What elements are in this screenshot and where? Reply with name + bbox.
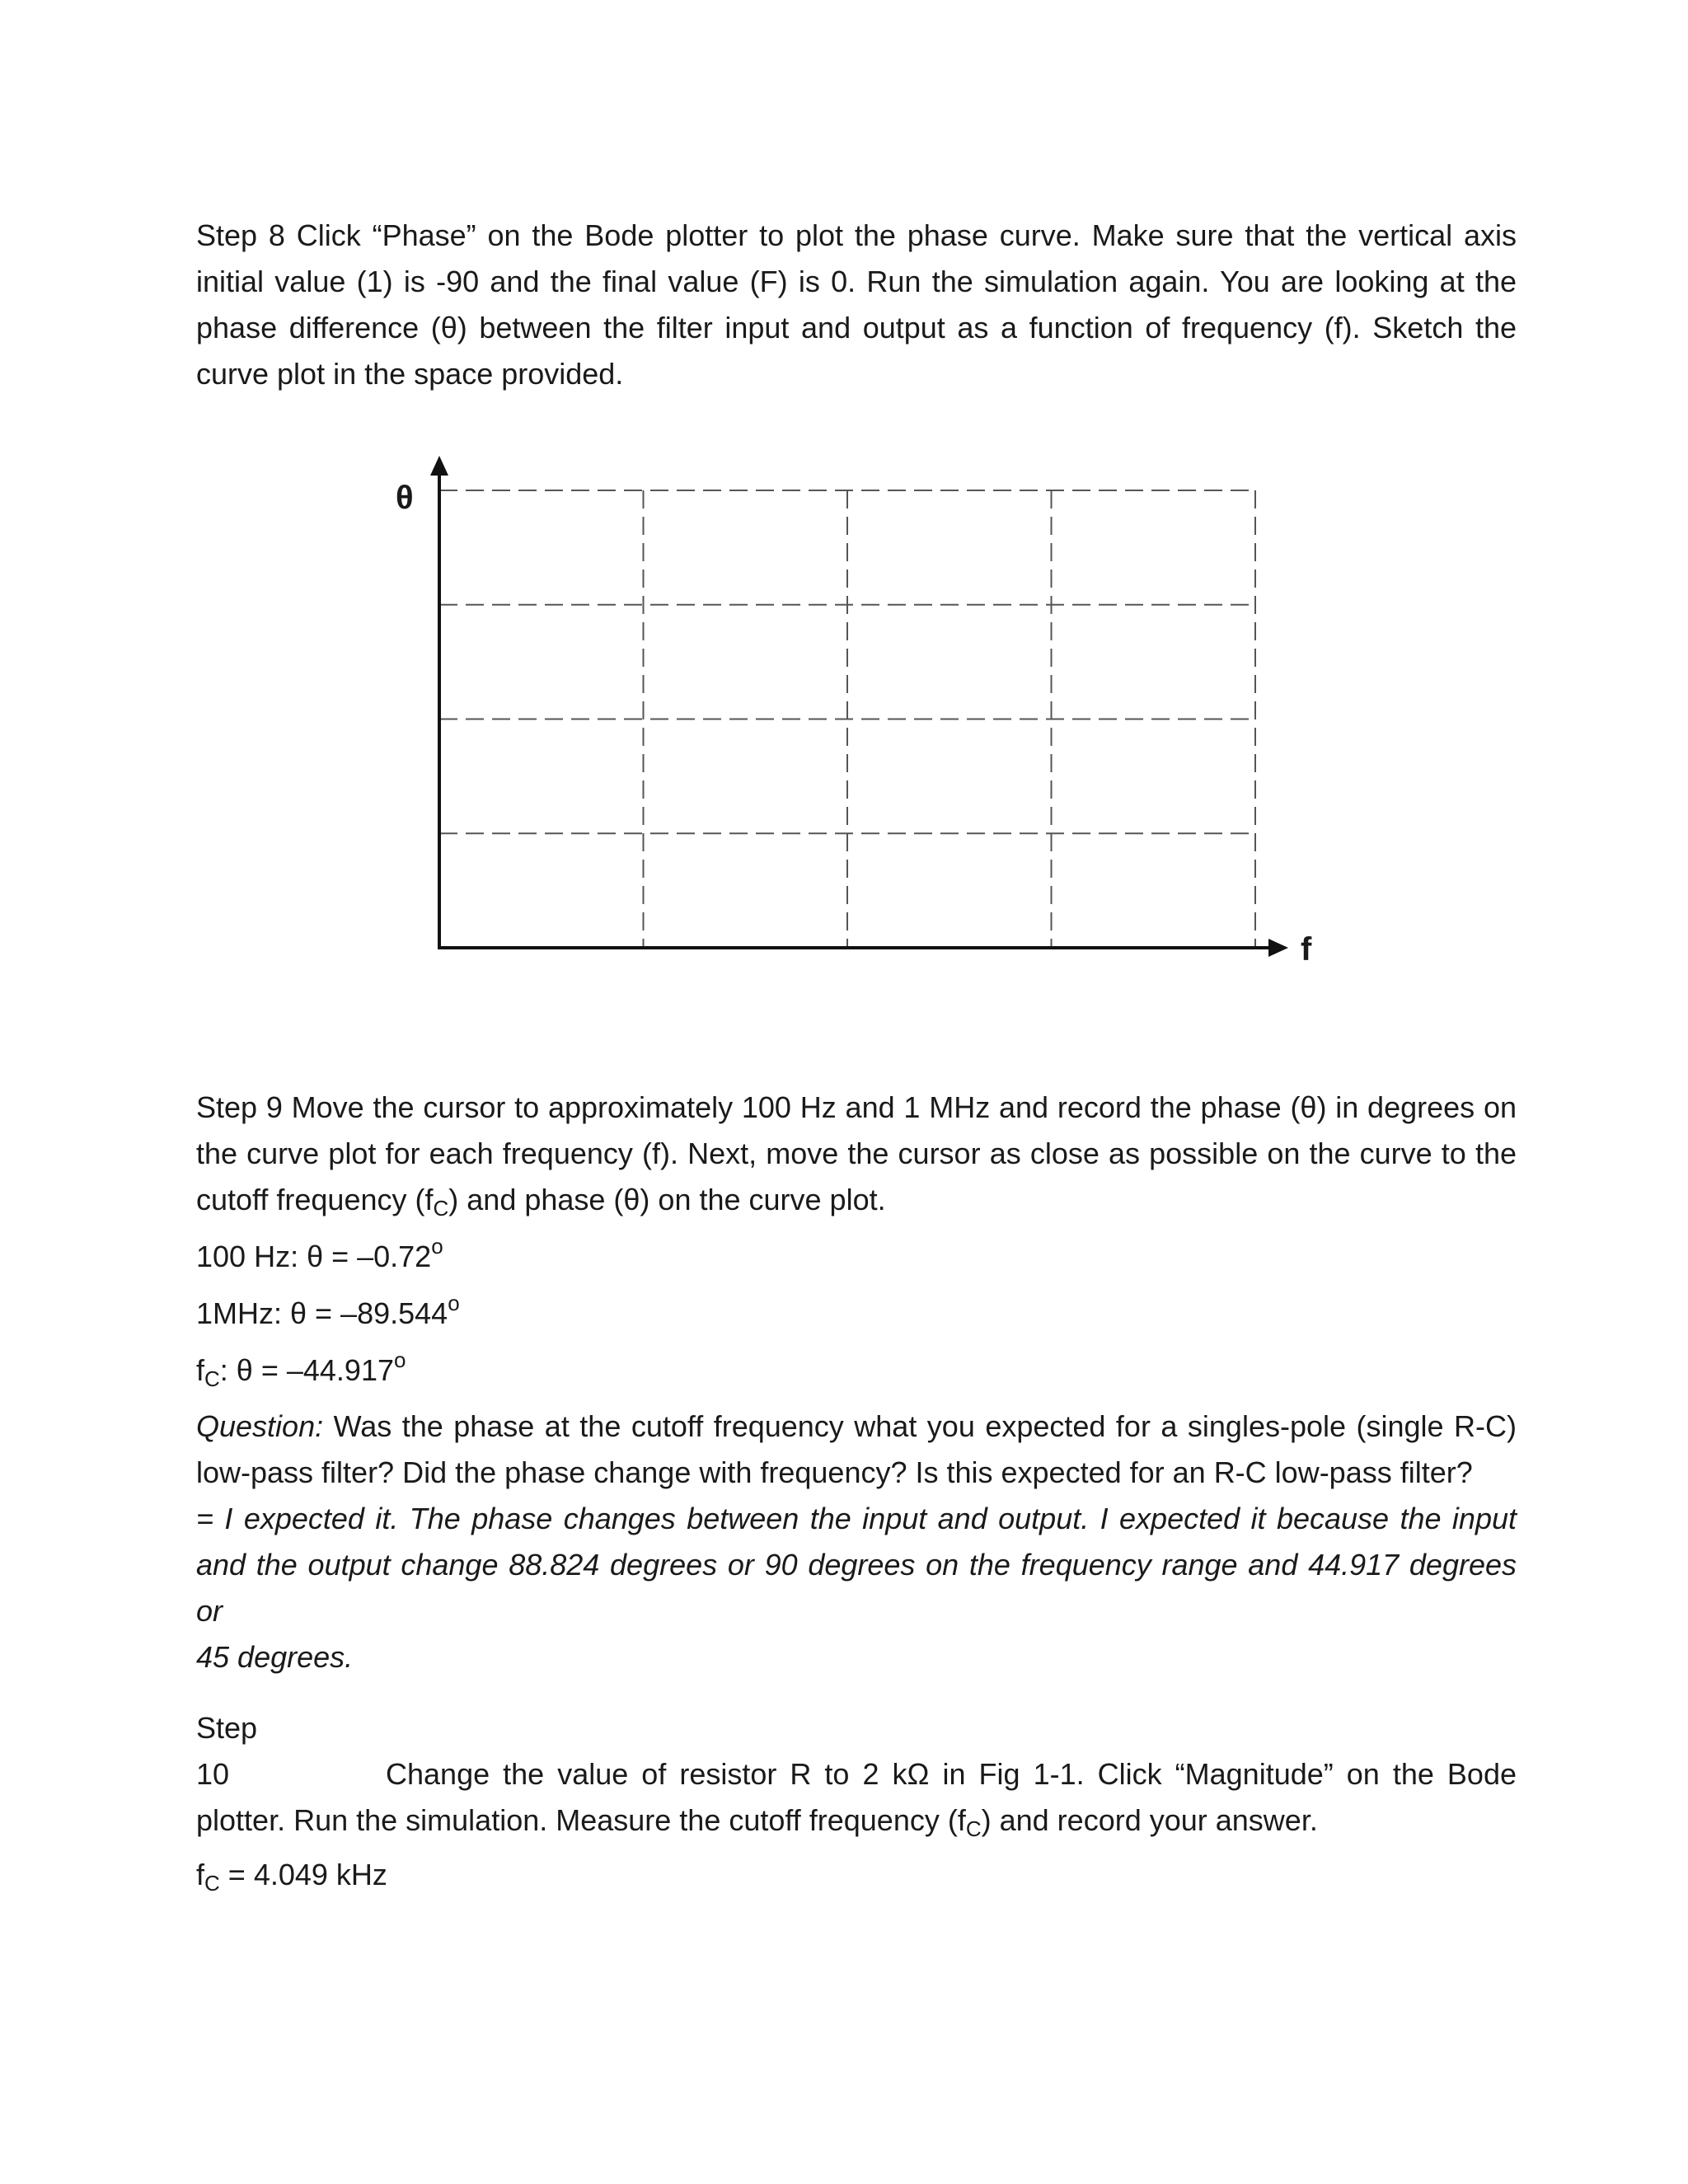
- answer-1mhz-text: 1MHz: θ = –89.544: [196, 1296, 448, 1330]
- step-10-line-2-pre: plotter. Run the simulation. Measure the cutoff frequency (f: [196, 1803, 966, 1837]
- step-10-result-subscript: C: [204, 1871, 220, 1896]
- answer-fc-subscript: C: [204, 1366, 220, 1391]
- step-10-result: [196, 1852, 1517, 1906]
- answer-100hz-text: 100 Hz: θ = –0.72: [196, 1240, 432, 1273]
- step-9-line-2: the curve plot for each frequency (f). Next, move the cursor as close as possible on the curve to the: [196, 1137, 1517, 1170]
- answer-line-2: and the output change 88.824 degrees or 90 degrees on the frequency range and 44.917 degrees or: [196, 1548, 1517, 1628]
- step-8-line-2: initial value (1) is -90 and the final value (F) is 0. Run the simulation again. You are looking at the: [196, 265, 1517, 298]
- step-10-line-1: [196, 1705, 1517, 1797]
- step-10-subscript: C: [965, 1816, 982, 1841]
- step-9-subscript: C: [433, 1196, 449, 1221]
- answer-line-1: = I expected it. The phase changes between the input and output. I expected it because the input: [196, 1502, 1517, 1535]
- answer-100hz: [196, 1223, 1517, 1280]
- question-line-1: [196, 1404, 1517, 1450]
- step-9-line-1: Step 9 Move the cursor to approximately 100 Hz and 1 MHz and record the phase (θ) in degrees on: [196, 1090, 1517, 1124]
- question-line-2: low-pass filter? Did the phase change with frequency? Is this expected for an R-C low-pass filter?: [196, 1455, 1473, 1489]
- y-axis-label: θ: [396, 480, 414, 516]
- step-9-paragraph: [196, 1085, 1517, 1231]
- phase-sketch-chart: [0, 0, 1688, 1071]
- step-10-result-value: = 4.049 kHz: [219, 1858, 387, 1891]
- answer-line-3: 45 degrees.: [196, 1640, 354, 1674]
- degree-symbol: o: [448, 1291, 460, 1315]
- answer-fc-text: : θ = –44.917: [219, 1353, 394, 1387]
- step-8-line-3: phase difference (θ) between the filter input and output as a function of frequency (f). Sketch the: [196, 311, 1517, 344]
- step-10-result-f: f: [196, 1858, 205, 1891]
- degree-symbol: o: [431, 1234, 443, 1258]
- answer-fc: [196, 1337, 1517, 1402]
- step-10-line-2: [196, 1797, 1517, 1852]
- step-9-line-3-post: ) and phase (θ) on the curve plot.: [448, 1183, 886, 1216]
- answer-1mhz: [196, 1280, 1517, 1337]
- step-10-line-1-text: Change the value of resistor R to 2 kΩ in Fig 1-1. Click “Magnitude” on the Bode: [386, 1757, 1517, 1791]
- step-8-line-1: Step 8 Click “Phase” on the Bode plotter to plot the phase curve. Make sure that the vertical axis: [196, 218, 1517, 252]
- step-10-label: Step 10: [196, 1711, 258, 1791]
- step-10-line-2-post: ) and record your answer.: [981, 1803, 1318, 1837]
- chart-grid: [439, 490, 1255, 948]
- question-paragraph: [196, 1404, 1517, 1680]
- step-10-paragraph: [196, 1705, 1517, 1906]
- degree-symbol: o: [393, 1347, 406, 1372]
- step-8-line-4: curve plot in the space provided.: [196, 357, 624, 391]
- x-axis-label: f: [1301, 931, 1312, 968]
- phase-answers: [196, 1223, 1517, 1402]
- chart-axes: [430, 456, 1288, 957]
- question-line-1-text: Was the phase at the cutoff frequency what you expected for a singles-pole (single R-C): [323, 1409, 1517, 1443]
- x-axis-arrowhead: [1268, 939, 1288, 957]
- question-label: Question:: [196, 1409, 324, 1443]
- answer-fc-f: f: [196, 1353, 205, 1387]
- y-axis-arrowhead: [430, 456, 448, 476]
- step-9-line-3-pre: cutoff frequency (f: [196, 1183, 434, 1216]
